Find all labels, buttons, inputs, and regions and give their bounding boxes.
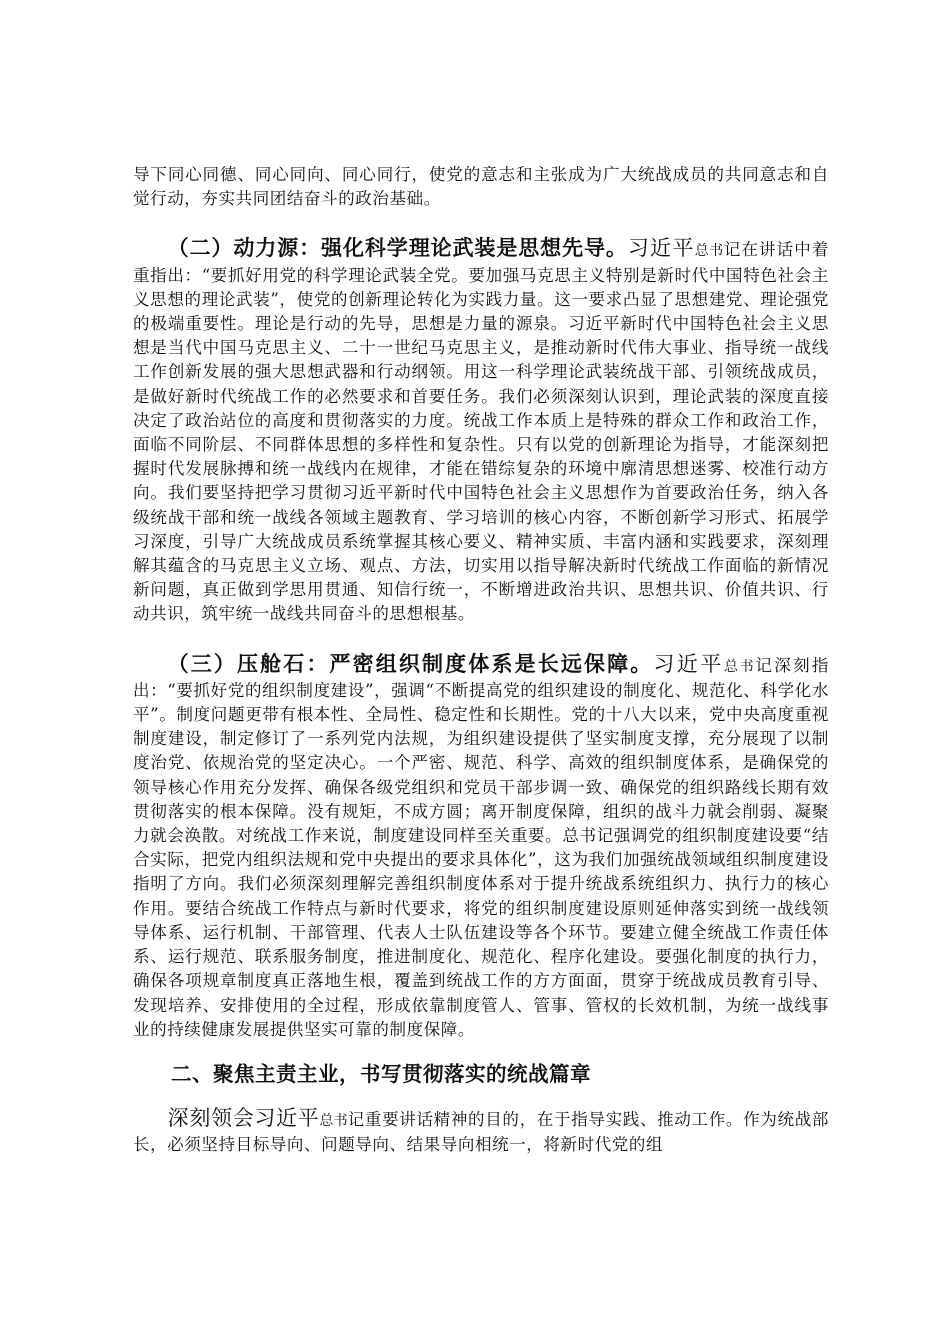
paragraph-continuation: 导下同心同德、同心同向、同心同行，使党的意志和主张成为广大统战成员的共同意志和自觉行动，夯实共同团结奋斗的政治基础。 — [133, 165, 829, 209]
paragraph-body: 记深刻指出：“要抓好党的组织制度建设”，强调“不断提高党的组织建设的制度化、规范化、科学化水平”。制度问题更带有根本性、全局性、稳定性和长期性。党的十八大以来，党中央高度重视制度建设，制定修订了一系列党内法规，为组织建设提供了坚实制度支撑，充分展现了以制度治党、依规治党的坚定决心。一个严密、规范、科学、高效的组织制度体系，是确保党的领导核心作用充分发挥、确保各级党组织和党员干部步调一致、确保党的组织路线长期有效贯彻落实的根本保障。没有规矩，不成方圆；离开制度保障，组织的战斗力就会削弱、凝聚力就会涣散。对统战工作来说，制度建设同样至关重要。总书记强调党的组织制度建设要“结合实际，把党内组织法规和党中央提出的要求具体化”，这为我们加强统战领域组织制度建设指明了方向。我们必须深刻理解完善组织制度体系对于提升统战系统组织力、执行力的核心作用。要结合统战工作特点与新时代要求，将党的组织制度建设原则延伸落实到统一战线领导体系、运行机制、干部管理、代表人士队伍建设等各个环节。要建立健全统战工作责任体系、运行规范、联系服务制度，推进制度化、规范化、程序化建设。要强化制度的执行力，确保各项规章制度真正落地生根，覆盖到统战工作的方方面面，贯穿于统战成员教育引导、发现培养、安排使用的全过程，形成依靠制度管人、管事、管权的长效机制，为统一战线事业的持续健康发展提供坚实可靠的制度保障。 — [133, 655, 830, 1039]
paragraph-lead-small: 总书 — [319, 1112, 348, 1129]
paragraph-body: 记在讲话中着重指出：“要抓好用党的科学理论武装全党。要加强马克思主义特别是新时代中国特色社会主义思想的理论武装”，使党的创新理论转化为实践力量。这一要求凸显了思想建党、理论强党的极端重要性。理论是行动的先导，思想是力量的源泉。习近平新时代中国特色社会主义思想是当代中国马克思主义、二十一世纪马克思主义，是推动新时代伟大事业、指导统一战线工作创新发展的强大思想武器和行动纲领。用这一科学理论武装统战干部、引领统战成员，是做好新时代统战工作的必然要求和首要任务。我们必须深刻认识到，理论武装的深度直接决定了政治站位的高度和贯彻落实的力度。统战工作本质上是特殊的群众工作和政治工作，面临不同阶层、不同群体思想的多样性和复杂性。只有以党的创新理论为指导，才能深刻把握时代发展脉搏和统一战线内在规律，才能在错综复杂的环境中廓清思想迷雾、校准行动方向。我们要坚持把学习贯彻习近平新时代中国特色社会主义思想作为首要政治任务，纳入各级统战干部和统一战线各领域主题教育、学习培训的核心内容，不断创新学习形式、拓展学习深度，引导广大统战成员系统掌握其核心要义、精神实质、丰富内涵和实践要求，深刻理解其蕴含的马克思主义立场、观点、方法，切实用以指导解决新时代统战工作面临的新情况新问题，真正做到学思用贯通、知信行统一，不断增进政治共识、思想共识、价值共识、行动共识，筑牢统一战线共同奋斗的思想根基。 — [133, 240, 829, 624]
section-heading: 二、聚焦主责主业，书写贯彻落实的统战篇章 — [171, 1061, 591, 1086]
paragraph-section-intro — [133, 1106, 829, 1157]
paragraph-ballast-stone — [133, 652, 829, 1042]
paragraph-heading: （二）动力源：强化科学理论武装是思想先导。 — [167, 236, 628, 261]
paragraph-lead-small: 总书 — [723, 658, 756, 675]
paragraph-lead: 习近平 — [627, 236, 695, 261]
paragraph-dynamic-source — [133, 236, 829, 626]
paragraph-lead-small: 总书 — [694, 243, 724, 260]
document-page — [133, 163, 829, 1157]
paragraph-lead: 习近平 — [653, 651, 724, 676]
paragraph-body: 记重要讲话精神的目的，在于指导实践、推动工作。作为统战部长，必须坚持目标导向、问题导向、结果导向相统一，将新时代党的组 — [133, 1109, 829, 1155]
paragraph-lead: 深刻领会习近平 — [167, 1105, 320, 1130]
paragraph-heading: （三）压舱石：严密组织制度体系是长远保障。 — [167, 651, 654, 676]
